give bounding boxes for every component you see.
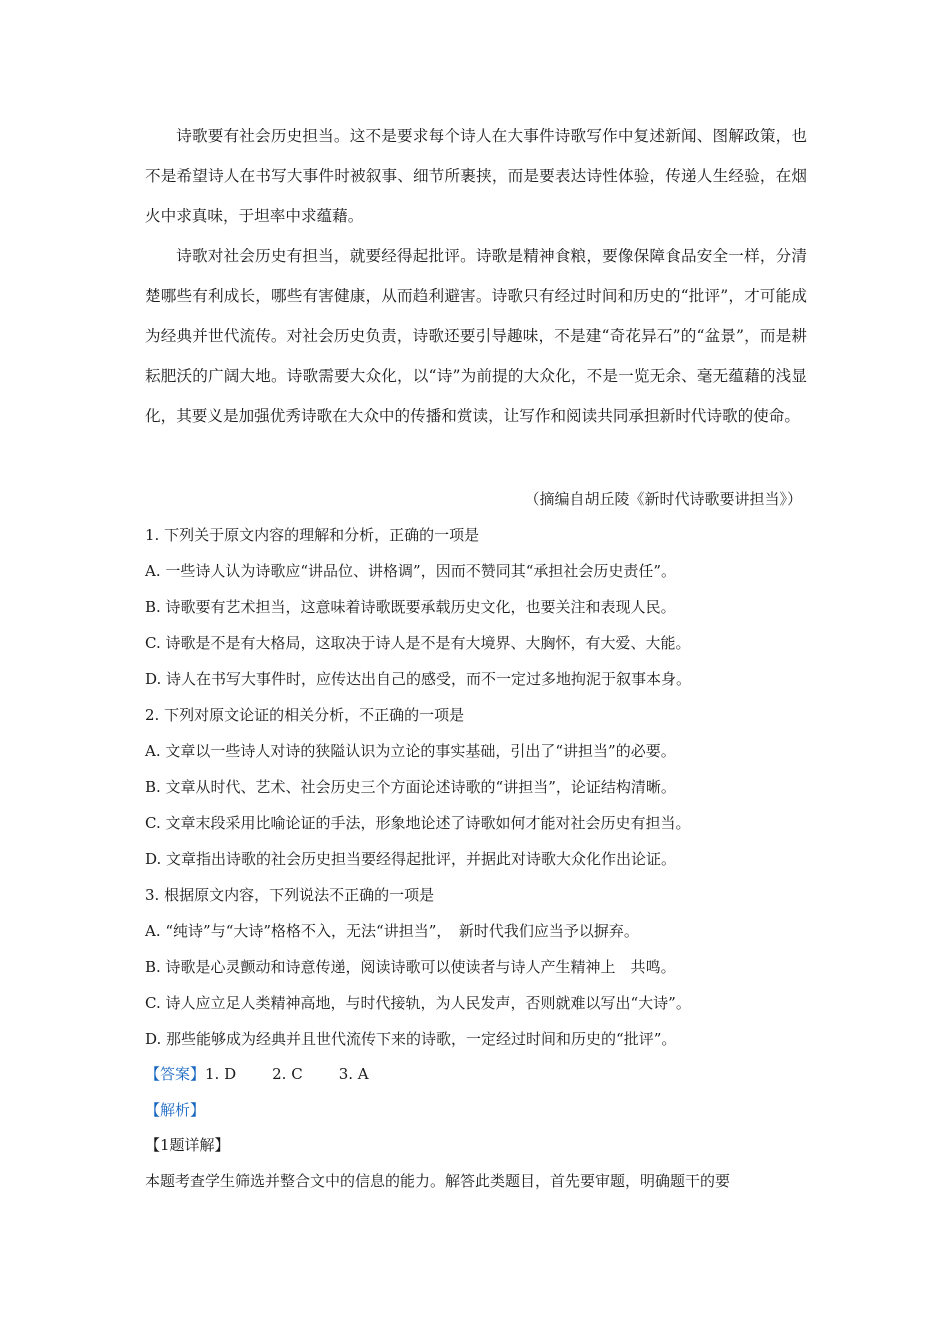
question-2-option-c: C. 文章末段采用比喻论证的手法，形象地论述了诗歌如何才能对社会历史有担当。	[145, 814, 691, 832]
analysis-tag: 【解析】	[145, 1101, 206, 1119]
question-1-option-a: A. 一些诗人认为诗歌应“讲品位、讲格调”，因而不赞同其“承担社会历史责任”。	[145, 562, 677, 580]
answer-item-1: 1. D	[205, 1065, 237, 1083]
question-2-stem: 2. 下列对原文论证的相关分析，不正确的一项是	[145, 706, 465, 724]
question-1-option-b: B. 诗歌要有艺术担当，这意味着诗歌既要承载历史文化，也要关注和表现人民。	[145, 598, 676, 616]
question-3-option-b: B. 诗歌是心灵颤动和诗意传递，阅读诗歌可以使读者与诗人产生精神上 共鸣。	[145, 958, 676, 976]
answer-item-2: 2. C	[272, 1065, 303, 1083]
question-1-option-d: D. 诗人在书写大事件时，应传达出自己的感受，而不一定过多地拘泥于叙事本身。	[145, 670, 692, 688]
analysis-text: 本题考查学生筛选并整合文中的信息的能力。解答此类题目，首先要审题，明确题干的要	[145, 1172, 731, 1190]
question-3-option-d: D. 那些能够成为经典并且世代流传下来的诗歌，一定经过时间和历史的“批评”。	[145, 1030, 677, 1048]
detail-line	[145, 1135, 805, 1155]
passage-source: （摘编自胡丘陵《新时代诗歌要讲担当》）	[524, 490, 802, 508]
answer-item-3: 3. A	[338, 1065, 369, 1083]
passage-paragraph-1: 诗歌要有社会历史担当。这不是要求每个诗人在大事件诗歌写作中复述新闻、图解政策，也不是希望诗人在书写大事件时被叙事、细节所裹挟，而是要表达诗性体验，传递人生经验，在烟火中求真味，于坦率中求蕴藉。	[145, 127, 807, 225]
question-2-option-d: D. 文章指出诗歌的社会历史担当要经得起批评，并据此对诗歌大众化作出论证。	[145, 850, 677, 868]
passage-paragraph-2: 诗歌对社会历史有担当，就要经得起批评。诗歌是精神食粮，要像保障食品安全一样，分清楚哪些有利成长，哪些有害健康，从而趋利避害。诗歌只有经过时间和历史的“批评”，才可能成为经典并世代流传。对社会历史负责，诗歌还要引导趣味，不是建“奇花异石”的“盆景”，而是耕耘肥沃的广阔大地。诗歌需要大众化，以“诗”为前提的大众化，不是一览无余、毫无蕴藉的浅显化，其要义是加强优秀诗歌在大众中的传播和赏读，让写作和阅读共同承担新时代诗歌的使命。	[145, 247, 807, 425]
answer-line	[145, 1064, 805, 1084]
detail-tag: 【1题详解】	[145, 1136, 230, 1154]
question-3-option-a: A. “纯诗”与“大诗”格格不入，无法“讲担当”， 新时代我们应当予以摒弃。	[145, 922, 639, 940]
question-1-stem: 1. 下列关于原文内容的理解和分析，正确的一项是	[145, 526, 480, 544]
question-1-option-c: C. 诗歌是不是有大格局，这取决于诗人是不是有大境界、大胸怀，有大爱、大能。	[145, 634, 691, 652]
analysis-line	[145, 1100, 805, 1120]
question-2-option-b: B. 文章从时代、艺术、社会历史三个方面论述诗歌的“讲担当”，论证结构清晰。	[145, 778, 676, 796]
question-3-stem: 3. 根据原文内容，下列说法不正确的一项是	[145, 886, 435, 904]
question-2-option-a: A. 文章以一些诗人对诗的狭隘认识为立论的事实基础，引出了“讲担当”的必要。	[145, 742, 676, 760]
answer-tag: 【答案】	[145, 1065, 206, 1083]
question-3-option-c: C. 诗人应立足人类精神高地，与时代接轨，为人民发声，否则就难以写出“大诗”。	[145, 994, 691, 1012]
